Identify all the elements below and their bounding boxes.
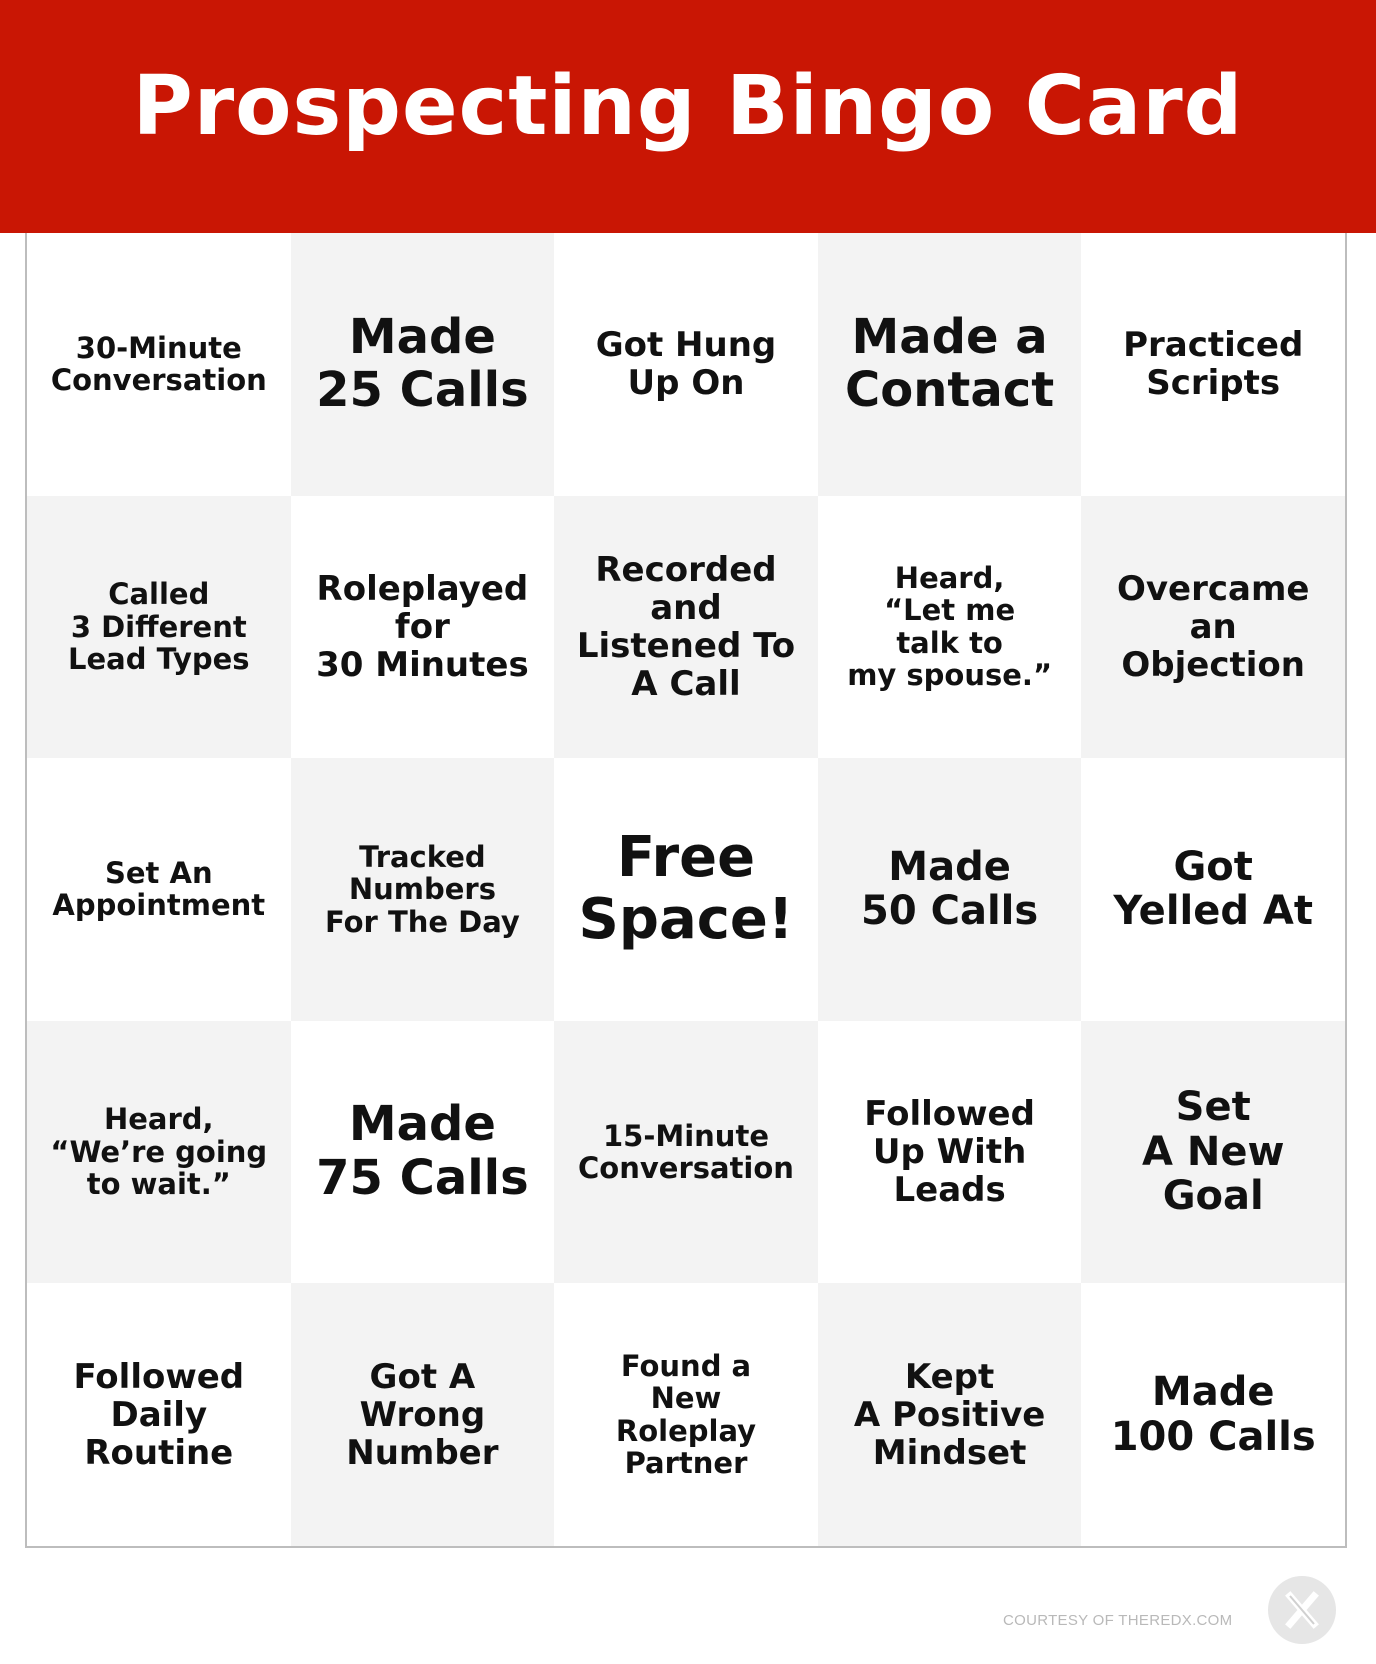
bingo-cell-line: Daily: [110, 1394, 208, 1435]
bingo-cell-line: “Let me: [884, 593, 1016, 628]
bingo-cell-line: Up With: [872, 1132, 1027, 1173]
bingo-cell[interactable]: [27, 1021, 291, 1284]
bingo-grid: [25, 233, 1347, 1548]
bingo-cell-line: New: [650, 1381, 722, 1416]
bingo-cell-line: and: [650, 587, 722, 628]
bingo-cell[interactable]: [554, 1283, 818, 1546]
bingo-cell[interactable]: [1081, 496, 1345, 759]
bingo-cell-line: Made: [348, 1096, 496, 1153]
bingo-cell-label: [325, 841, 520, 938]
bingo-cell-label: [847, 562, 1052, 692]
bingo-cell-line: Heard,: [894, 560, 1005, 595]
bingo-cell-label: [845, 308, 1055, 419]
bingo-cell-label: [346, 1358, 498, 1472]
bingo-cell-label: [316, 570, 529, 684]
bingo-cell-line: Lead Types: [68, 642, 250, 677]
bingo-cell-label: [578, 1120, 794, 1185]
bingo-cell[interactable]: [27, 1283, 291, 1546]
courtesy-credit: COURTESY OF THEREDX.COM: [1003, 1612, 1233, 1629]
bingo-cell-line: for: [394, 606, 450, 647]
free-space-cell[interactable]: [554, 758, 818, 1021]
bingo-cell-line: Called: [108, 577, 210, 612]
bingo-cell[interactable]: [291, 1283, 555, 1546]
bingo-cell[interactable]: [1081, 758, 1345, 1021]
bingo-cell[interactable]: [818, 233, 1082, 496]
bingo-cell[interactable]: [818, 758, 1082, 1021]
bingo-cell[interactable]: [1081, 1021, 1345, 1284]
bingo-cell[interactable]: [554, 496, 818, 759]
bingo-cell-label: [51, 332, 267, 397]
bingo-cell-line: Yelled At: [1113, 888, 1313, 935]
bingo-cell-line: 50 Calls: [861, 888, 1039, 935]
bingo-cell[interactable]: [818, 496, 1082, 759]
bingo-cell-label: [854, 1358, 1045, 1472]
bingo-cell-line: Roleplayed: [316, 568, 529, 609]
bingo-cell-line: my spouse.”: [847, 658, 1052, 693]
bingo-cell-line: Scripts: [1146, 363, 1281, 404]
bingo-cell[interactable]: [291, 758, 555, 1021]
bingo-cell-line: Followed: [73, 1356, 245, 1397]
bingo-cell[interactable]: [1081, 1283, 1345, 1546]
bingo-cell-line: 3 Different: [70, 609, 247, 644]
bingo-cell-line: Made a: [851, 308, 1048, 365]
bingo-cell-line: Set: [1175, 1083, 1251, 1130]
bingo-cell-line: Appointment: [52, 888, 266, 923]
bingo-cell-line: A Positive: [853, 1394, 1046, 1435]
bingo-cell-line: Numbers: [348, 872, 496, 907]
bingo-cell-line: Conversation: [50, 363, 267, 398]
bingo-cell-line: Got: [1173, 843, 1253, 890]
bingo-cell[interactable]: [291, 496, 555, 759]
bingo-cell-label: [1142, 1085, 1284, 1219]
bingo-cell-line: Listened To: [576, 625, 796, 666]
bingo-cell-line: Made: [348, 308, 496, 365]
bingo-cell-line: an: [1189, 606, 1237, 647]
bingo-cell-label: [596, 326, 777, 402]
bingo-cell-label: [52, 857, 265, 922]
page-title: Prospecting Bingo Card: [132, 59, 1244, 154]
bingo-cell-line: Conversation: [578, 1151, 794, 1186]
bingo-cell-line: 75 Calls: [316, 1150, 529, 1207]
bingo-cell-line: Free: [616, 824, 756, 890]
bingo-cell-line: Space!: [578, 887, 794, 953]
bingo-cell-line: Up On: [627, 363, 745, 404]
bingo-cell-line: Tracked: [359, 839, 486, 874]
redx-logo-icon: [1268, 1576, 1336, 1644]
bingo-cell-label: [616, 1350, 756, 1480]
bingo-cell-line: to wait.”: [86, 1167, 231, 1202]
bingo-cell-label: [1111, 1370, 1316, 1460]
bingo-cell-line: Roleplay: [615, 1413, 757, 1448]
bingo-cell-line: Number: [346, 1432, 499, 1473]
bingo-cell[interactable]: [818, 1021, 1082, 1284]
bingo-cell-line: Practiced: [1123, 325, 1304, 366]
bingo-cell[interactable]: [554, 233, 818, 496]
bingo-cell-label: [316, 1098, 529, 1206]
bingo-cell-label: [864, 1095, 1035, 1209]
bingo-cell-line: 30 Minutes: [316, 644, 529, 685]
bingo-cell[interactable]: [291, 233, 555, 496]
bingo-cell-line: Partner: [624, 1446, 748, 1481]
bingo-cell-line: Kept: [904, 1356, 995, 1397]
bingo-cell[interactable]: [554, 1021, 818, 1284]
bingo-cell-line: 25 Calls: [316, 362, 529, 419]
bingo-cell-label: [1117, 570, 1309, 684]
bingo-cell-line: Routine: [84, 1432, 234, 1473]
bingo-cell-line: Overcame: [1116, 568, 1310, 609]
bingo-cell-line: Made: [888, 843, 1011, 890]
bingo-cell[interactable]: [27, 233, 291, 496]
bingo-cell[interactable]: [1081, 233, 1345, 496]
bingo-cell-label: [316, 308, 529, 419]
bingo-cell-line: talk to: [896, 625, 1003, 660]
bingo-cell[interactable]: [27, 496, 291, 759]
bingo-cell-line: Contact: [845, 362, 1055, 419]
bingo-cell-line: For The Day: [324, 904, 520, 939]
bingo-cell-line: 30-Minute: [75, 330, 242, 365]
bingo-cell-line: 15-Minute: [602, 1118, 769, 1153]
bingo-cell-line: “We’re going: [50, 1134, 268, 1169]
bingo-cell-line: Made: [1151, 1368, 1275, 1415]
bingo-cell-line: Wrong: [359, 1394, 486, 1435]
bingo-cell-label: [68, 578, 250, 675]
bingo-cell-label: [1113, 845, 1313, 935]
bingo-cell-label: [861, 845, 1038, 935]
bingo-cell[interactable]: [27, 758, 291, 1021]
bingo-cell-line: A Call: [631, 663, 741, 704]
bingo-cell-label: [1123, 326, 1303, 402]
bingo-cell-line: Got A: [369, 1356, 476, 1397]
bingo-cell-line: Got Hung: [595, 325, 777, 366]
bingo-cell-line: Mindset: [872, 1432, 1027, 1473]
bingo-cell-line: Heard,: [103, 1102, 214, 1137]
bingo-cell-label: [50, 1103, 267, 1200]
bingo-cell-line: A New: [1141, 1128, 1285, 1175]
bingo-cell[interactable]: [291, 1021, 555, 1284]
bingo-cell-line: Followed: [864, 1093, 1035, 1134]
bingo-cell-line: Set An: [104, 856, 213, 891]
bingo-cell-line: 100 Calls: [1110, 1413, 1316, 1460]
bingo-cell[interactable]: [818, 1283, 1082, 1546]
bingo-cell-line: Found a: [620, 1348, 752, 1383]
bingo-cell-label: [73, 1358, 244, 1472]
bingo-cell-line: Recorded: [595, 549, 777, 590]
bingo-cell-label: [577, 551, 795, 703]
bingo-cell-line: Leads: [893, 1170, 1006, 1211]
bingo-cell-line: Objection: [1121, 644, 1305, 685]
title-banner: [0, 0, 1376, 233]
bingo-cell-line: Goal: [1162, 1173, 1264, 1220]
bingo-cell-label: [578, 824, 794, 953]
